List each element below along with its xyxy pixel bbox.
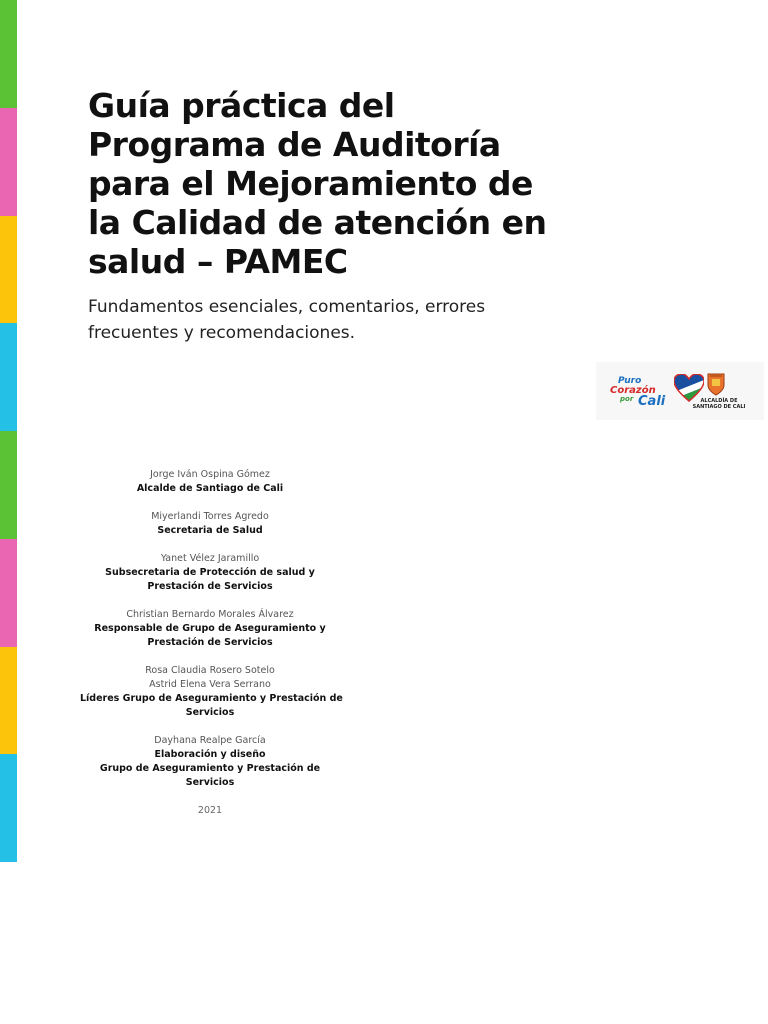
credit-role: Secretaria de Salud — [157, 525, 263, 536]
credit-role: Servicios — [185, 707, 235, 718]
title-line: Guía práctica del — [88, 86, 395, 125]
credits-block — [80, 468, 343, 818]
subtitle-line: Fundamentos esenciales, comentarios, errores — [88, 297, 486, 317]
logo-text-puro: Puro — [618, 376, 642, 386]
logo-text-cali: Cali — [638, 394, 666, 409]
title-line: salud – PAMEC — [88, 242, 348, 281]
institution-logos — [596, 362, 764, 420]
alcaldia-logo-text — [688, 398, 750, 410]
credit-role: Subsecretaria de Protección de salud y — [105, 567, 315, 578]
color-stripe-7 — [0, 647, 17, 754]
credit-role: Elaboración y diseño — [154, 749, 266, 760]
logo-text-por: por — [620, 395, 634, 403]
credit-group — [80, 664, 343, 720]
credit-role: Líderes Grupo de Aseguramiento y Prestación de — [80, 693, 343, 704]
document-title — [88, 86, 608, 281]
credit-group — [80, 510, 340, 538]
color-stripe-8 — [0, 754, 17, 862]
credit-name: Dayhana Realpe García — [154, 735, 266, 746]
puro-corazon-logo — [608, 372, 668, 408]
credit-name: Jorge Iván Ospina Gómez — [150, 469, 270, 480]
credit-name: Rosa Claudia Rosero Sotelo — [145, 665, 275, 676]
publication-year: 2021 — [197, 805, 223, 816]
color-stripe-1 — [0, 0, 17, 108]
alcaldia-line-2: SANTIAGO DE CALI — [692, 404, 746, 410]
subtitle-line: frecuentes y recomendaciones. — [88, 323, 356, 343]
title-line: para el Mejoramiento de — [88, 164, 533, 203]
credit-name: Astrid Elena Vera Serrano — [149, 679, 271, 690]
credit-role: Alcalde de Santiago de Cali — [136, 483, 284, 494]
credit-name: Miyerlandi Torres Agredo — [151, 511, 269, 522]
credit-name: Christian Bernardo Morales Álvarez — [126, 609, 294, 620]
credit-group — [80, 552, 340, 594]
credit-role: Grupo de Aseguramiento y Prestación de — [99, 763, 321, 774]
title-line: Programa de Auditoría — [88, 125, 501, 164]
color-stripe-2 — [0, 108, 17, 216]
logo-text-corazon: Corazón — [610, 385, 656, 396]
credit-group — [80, 608, 340, 650]
credit-role: Servicios — [185, 777, 235, 788]
credit-role: Responsable de Grupo de Aseguramiento y — [94, 623, 326, 634]
color-stripe-5 — [0, 431, 17, 539]
credit-role: Prestación de Servicios — [147, 581, 273, 592]
coat-of-arms-icon — [706, 372, 726, 396]
credit-role: Prestación de Servicios — [147, 637, 273, 648]
document-subtitle — [88, 294, 548, 346]
alcaldia-line-1: ALCALDÍA DE — [700, 398, 738, 404]
color-stripe-4 — [0, 323, 17, 431]
title-line: la Calidad de atención en — [88, 203, 547, 242]
credit-group — [80, 468, 340, 496]
credit-name: Yanet Vélez Jaramillo — [160, 553, 260, 564]
color-stripe-3 — [0, 216, 17, 323]
color-stripe-6 — [0, 539, 17, 647]
credit-group — [80, 734, 340, 790]
